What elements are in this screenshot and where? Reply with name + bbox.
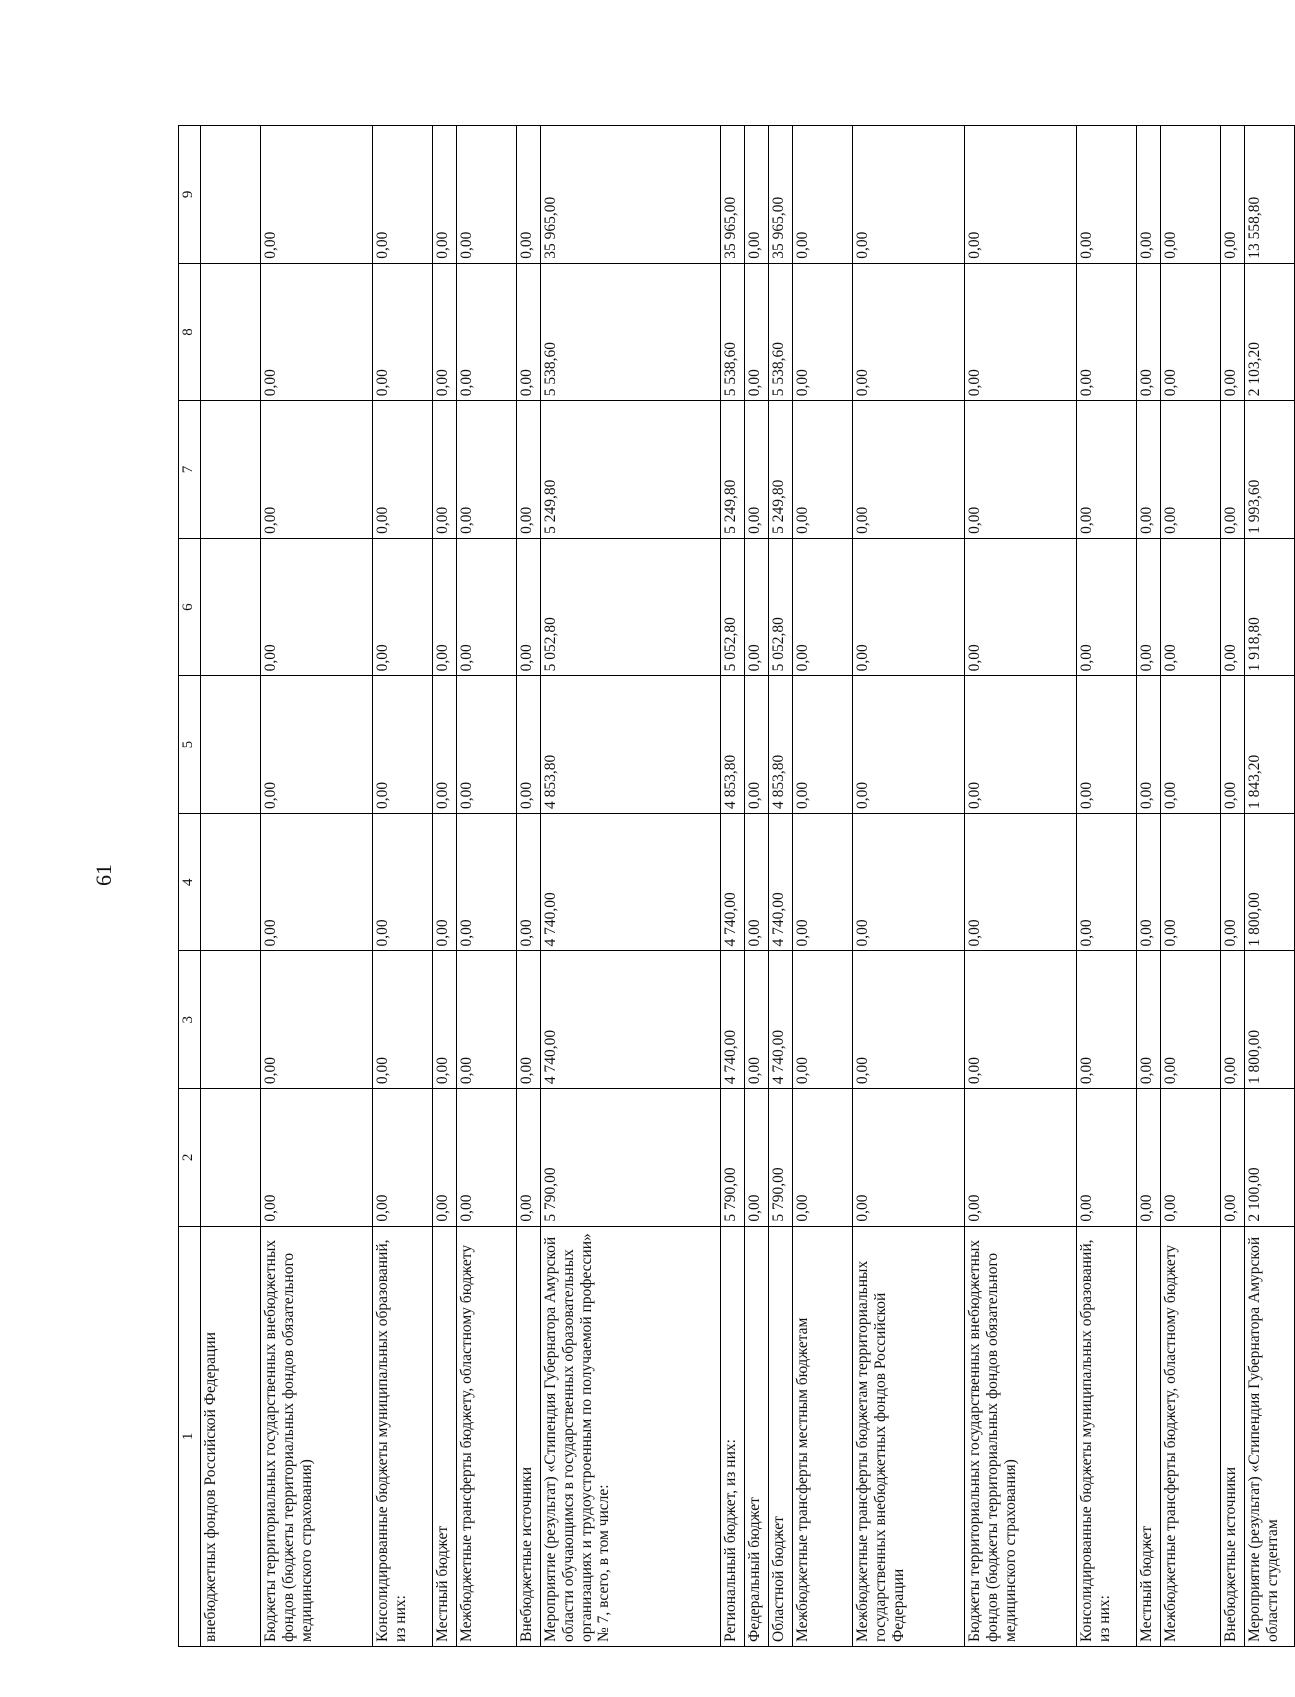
value-cell: 0,00	[1077, 951, 1137, 1089]
value-cell: 1 918,80	[1245, 538, 1295, 676]
value-cell: 0,00	[965, 538, 1077, 676]
table-row	[541, 126, 721, 1647]
table-row	[745, 126, 769, 1647]
table-row	[769, 126, 793, 1647]
table-row	[1137, 126, 1161, 1647]
table-row	[201, 126, 261, 1647]
value-cell: 0,00	[373, 951, 433, 1089]
row-label: внебюджетных фондов Российской Федерации	[201, 1226, 261, 1646]
value-cell: 0,00	[433, 263, 457, 401]
value-cell: 0,00	[433, 1089, 457, 1227]
value-cell: 5 538,60	[769, 263, 793, 401]
value-cell: 0,00	[1137, 401, 1161, 539]
value-cell: 5 249,80	[769, 401, 793, 539]
value-cell: 4 740,00	[541, 951, 721, 1089]
row-label: Региональный бюджет, из них:	[721, 1226, 745, 1646]
table-row	[457, 126, 517, 1647]
value-cell: 0,00	[853, 263, 965, 401]
value-cell: 0,00	[433, 951, 457, 1089]
value-cell: 0,00	[373, 401, 433, 539]
value-cell: 0,00	[965, 263, 1077, 401]
row-label: Межбюджетные трансферты бюджету, областному бюджету	[1161, 1226, 1221, 1646]
value-cell: 0,00	[1221, 813, 1245, 951]
column-header: 4	[179, 813, 201, 951]
value-cell: 0,00	[745, 813, 769, 951]
value-cell: 0,00	[1221, 676, 1245, 814]
value-cell: 0,00	[517, 401, 541, 539]
page-number: 61	[91, 864, 116, 886]
value-cell: 0,00	[261, 401, 373, 539]
value-cell: 4 740,00	[769, 951, 793, 1089]
value-cell: 0,00	[373, 538, 433, 676]
value-cell: 0,00	[517, 676, 541, 814]
value-cell: 0,00	[433, 813, 457, 951]
value-cell: 0,00	[261, 538, 373, 676]
column-header: 3	[179, 951, 201, 1089]
value-cell: 0,00	[457, 538, 517, 676]
value-cell: 4 740,00	[721, 951, 745, 1089]
value-cell: 0,00	[853, 676, 965, 814]
value-cell: 0,00	[965, 401, 1077, 539]
value-cell: 0,00	[457, 1089, 517, 1227]
value-cell	[201, 401, 261, 539]
column-header: 8	[179, 263, 201, 401]
row-label: Мероприятие (результат) «Стипендия Губернатора Амурской области обучающимся в государственных образовательных организациях и трудоустроенным по получаемой профессии» № 7, всего, в том числе:	[541, 1226, 721, 1646]
column-header: 1	[179, 1226, 201, 1646]
value-cell: 0,00	[793, 126, 853, 264]
value-cell: 0,00	[793, 951, 853, 1089]
value-cell: 35 965,00	[721, 126, 745, 264]
value-cell: 0,00	[261, 813, 373, 951]
value-cell: 0,00	[1077, 538, 1137, 676]
value-cell: 5 790,00	[769, 1089, 793, 1227]
value-cell: 0,00	[1161, 951, 1221, 1089]
row-label: Мероприятие (результат) «Стипендия Губернатора Амурской области студентам	[1245, 1226, 1295, 1646]
value-cell: 0,00	[517, 813, 541, 951]
value-cell: 0,00	[1221, 951, 1245, 1089]
value-cell: 0,00	[853, 951, 965, 1089]
value-cell: 0,00	[965, 813, 1077, 951]
value-cell: 0,00	[457, 676, 517, 814]
table-row	[1077, 126, 1137, 1647]
value-cell: 0,00	[517, 1089, 541, 1227]
value-cell: 5 052,80	[769, 538, 793, 676]
value-cell: 0,00	[261, 126, 373, 264]
value-cell: 5 249,80	[721, 401, 745, 539]
value-cell: 0,00	[1077, 263, 1137, 401]
row-label: Бюджеты территориальных государственных внебюджетных фондов (бюджеты территориальных фондов обязательного медицинского страхования)	[261, 1226, 373, 1646]
value-cell: 0,00	[1077, 1089, 1137, 1227]
value-cell: 1 800,00	[1245, 813, 1295, 951]
header-row	[179, 126, 201, 1647]
value-cell: 0,00	[1137, 676, 1161, 814]
value-cell: 0,00	[457, 263, 517, 401]
value-cell: 0,00	[1221, 126, 1245, 264]
row-label: Бюджеты территориальных государственных внебюджетных фондов (бюджеты территориальных фондов обязательного медицинского страхования)	[965, 1226, 1077, 1646]
table-row	[1161, 126, 1221, 1647]
value-cell: 0,00	[1161, 813, 1221, 951]
value-cell: 0,00	[433, 538, 457, 676]
row-label: Консолидированные бюджеты муниципальных образований, из них:	[373, 1226, 433, 1646]
value-cell: 5 538,60	[541, 263, 721, 401]
value-cell: 0,00	[853, 401, 965, 539]
value-cell: 0,00	[793, 263, 853, 401]
value-cell: 35 965,00	[769, 126, 793, 264]
row-label: Федеральный бюджет	[745, 1226, 769, 1646]
value-cell: 0,00	[1137, 1089, 1161, 1227]
value-cell: 0,00	[373, 126, 433, 264]
value-cell	[201, 263, 261, 401]
value-cell: 0,00	[965, 951, 1077, 1089]
column-header: 2	[179, 1089, 201, 1227]
budget-table	[178, 125, 1295, 1647]
value-cell: 13 558,80	[1245, 126, 1295, 264]
table-row	[721, 126, 745, 1647]
table-row	[517, 126, 541, 1647]
value-cell: 0,00	[1137, 813, 1161, 951]
value-cell	[201, 951, 261, 1089]
table-body	[201, 126, 1295, 1647]
value-cell: 1 993,60	[1245, 401, 1295, 539]
table-row	[793, 126, 853, 1647]
value-cell: 5 538,60	[721, 263, 745, 401]
row-label: Межбюджетные трансферты бюджетам территориальных государственных внебюджетных фондов Российской Федерации	[853, 1226, 965, 1646]
value-cell: 0,00	[373, 676, 433, 814]
value-cell: 0,00	[261, 1089, 373, 1227]
table-row	[433, 126, 457, 1647]
value-cell: 0,00	[745, 401, 769, 539]
table-row	[1245, 126, 1295, 1647]
value-cell: 0,00	[793, 401, 853, 539]
value-cell: 0,00	[793, 538, 853, 676]
value-cell	[201, 676, 261, 814]
value-cell: 0,00	[1077, 813, 1137, 951]
value-cell: 0,00	[745, 676, 769, 814]
value-cell: 5 249,80	[541, 401, 721, 539]
value-cell: 2 103,20	[1245, 263, 1295, 401]
row-label: Местный бюджет	[433, 1226, 457, 1646]
value-cell: 0,00	[965, 1089, 1077, 1227]
value-cell: 4 740,00	[541, 813, 721, 951]
value-cell: 0,00	[1161, 401, 1221, 539]
value-cell: 0,00	[965, 126, 1077, 264]
value-cell: 1 800,00	[1245, 951, 1295, 1089]
value-cell: 0,00	[261, 263, 373, 401]
row-label: Консолидированные бюджеты муниципальных образований, из них:	[1077, 1226, 1137, 1646]
value-cell: 0,00	[1077, 126, 1137, 264]
value-cell: 0,00	[745, 263, 769, 401]
value-cell: 0,00	[1221, 401, 1245, 539]
value-cell: 0,00	[261, 676, 373, 814]
value-cell: 0,00	[1161, 1089, 1221, 1227]
value-cell: 0,00	[745, 1089, 769, 1227]
value-cell: 5 790,00	[541, 1089, 721, 1227]
value-cell: 0,00	[433, 401, 457, 539]
value-cell: 0,00	[517, 126, 541, 264]
value-cell: 0,00	[1221, 1089, 1245, 1227]
row-label: Межбюджетные трансферты местным бюджетам	[793, 1226, 853, 1646]
value-cell: 0,00	[1077, 401, 1137, 539]
value-cell: 0,00	[373, 1089, 433, 1227]
value-cell: 0,00	[457, 813, 517, 951]
row-label: Местный бюджет	[1137, 1226, 1161, 1646]
rotated-sheet	[178, 125, 1281, 1647]
column-header: 7	[179, 401, 201, 539]
table-row	[853, 126, 965, 1647]
value-cell: 0,00	[1221, 263, 1245, 401]
value-cell: 5 052,80	[721, 538, 745, 676]
row-label: Областной бюджет	[769, 1226, 793, 1646]
value-cell: 0,00	[1161, 538, 1221, 676]
value-cell: 0,00	[517, 538, 541, 676]
value-cell: 0,00	[853, 126, 965, 264]
value-cell: 2 100,00	[1245, 1089, 1295, 1227]
value-cell: 0,00	[457, 951, 517, 1089]
column-header: 6	[179, 538, 201, 676]
value-cell: 0,00	[1221, 538, 1245, 676]
value-cell: 0,00	[965, 676, 1077, 814]
value-cell: 0,00	[793, 1089, 853, 1227]
value-cell: 4 853,80	[721, 676, 745, 814]
value-cell: 0,00	[1137, 263, 1161, 401]
table-row	[261, 126, 373, 1647]
value-cell: 0,00	[745, 126, 769, 264]
value-cell	[201, 126, 261, 264]
value-cell: 0,00	[853, 1089, 965, 1227]
value-cell: 4 740,00	[769, 813, 793, 951]
value-cell: 0,00	[793, 676, 853, 814]
value-cell: 0,00	[517, 951, 541, 1089]
value-cell: 0,00	[1161, 676, 1221, 814]
column-header: 9	[179, 126, 201, 264]
value-cell: 0,00	[1077, 676, 1137, 814]
value-cell: 0,00	[1137, 126, 1161, 264]
value-cell	[201, 1089, 261, 1227]
value-cell: 5 052,80	[541, 538, 721, 676]
table-row	[965, 126, 1077, 1647]
value-cell: 0,00	[261, 951, 373, 1089]
row-label: Межбюджетные трансферты бюджету, областному бюджету	[457, 1226, 517, 1646]
value-cell: 4 740,00	[721, 813, 745, 951]
table-row	[1221, 126, 1245, 1647]
value-cell: 35 965,00	[541, 126, 721, 264]
value-cell: 0,00	[1137, 951, 1161, 1089]
value-cell: 0,00	[1161, 263, 1221, 401]
value-cell: 0,00	[433, 126, 457, 264]
value-cell: 0,00	[373, 263, 433, 401]
value-cell: 0,00	[853, 813, 965, 951]
value-cell	[201, 813, 261, 951]
value-cell: 0,00	[745, 951, 769, 1089]
value-cell: 0,00	[457, 126, 517, 264]
value-cell: 4 853,80	[769, 676, 793, 814]
row-label: Внебюджетные источники	[517, 1226, 541, 1646]
value-cell: 4 853,80	[541, 676, 721, 814]
value-cell	[201, 538, 261, 676]
value-cell: 0,00	[853, 538, 965, 676]
value-cell: 0,00	[745, 538, 769, 676]
value-cell: 0,00	[1161, 126, 1221, 264]
column-header: 5	[179, 676, 201, 814]
value-cell: 0,00	[433, 676, 457, 814]
value-cell: 5 790,00	[721, 1089, 745, 1227]
value-cell: 0,00	[1137, 538, 1161, 676]
value-cell: 0,00	[373, 813, 433, 951]
value-cell: 1 843,20	[1245, 676, 1295, 814]
row-label: Внебюджетные источники	[1221, 1226, 1245, 1646]
value-cell: 0,00	[517, 263, 541, 401]
value-cell: 0,00	[457, 401, 517, 539]
table-row	[373, 126, 433, 1647]
value-cell: 0,00	[793, 813, 853, 951]
